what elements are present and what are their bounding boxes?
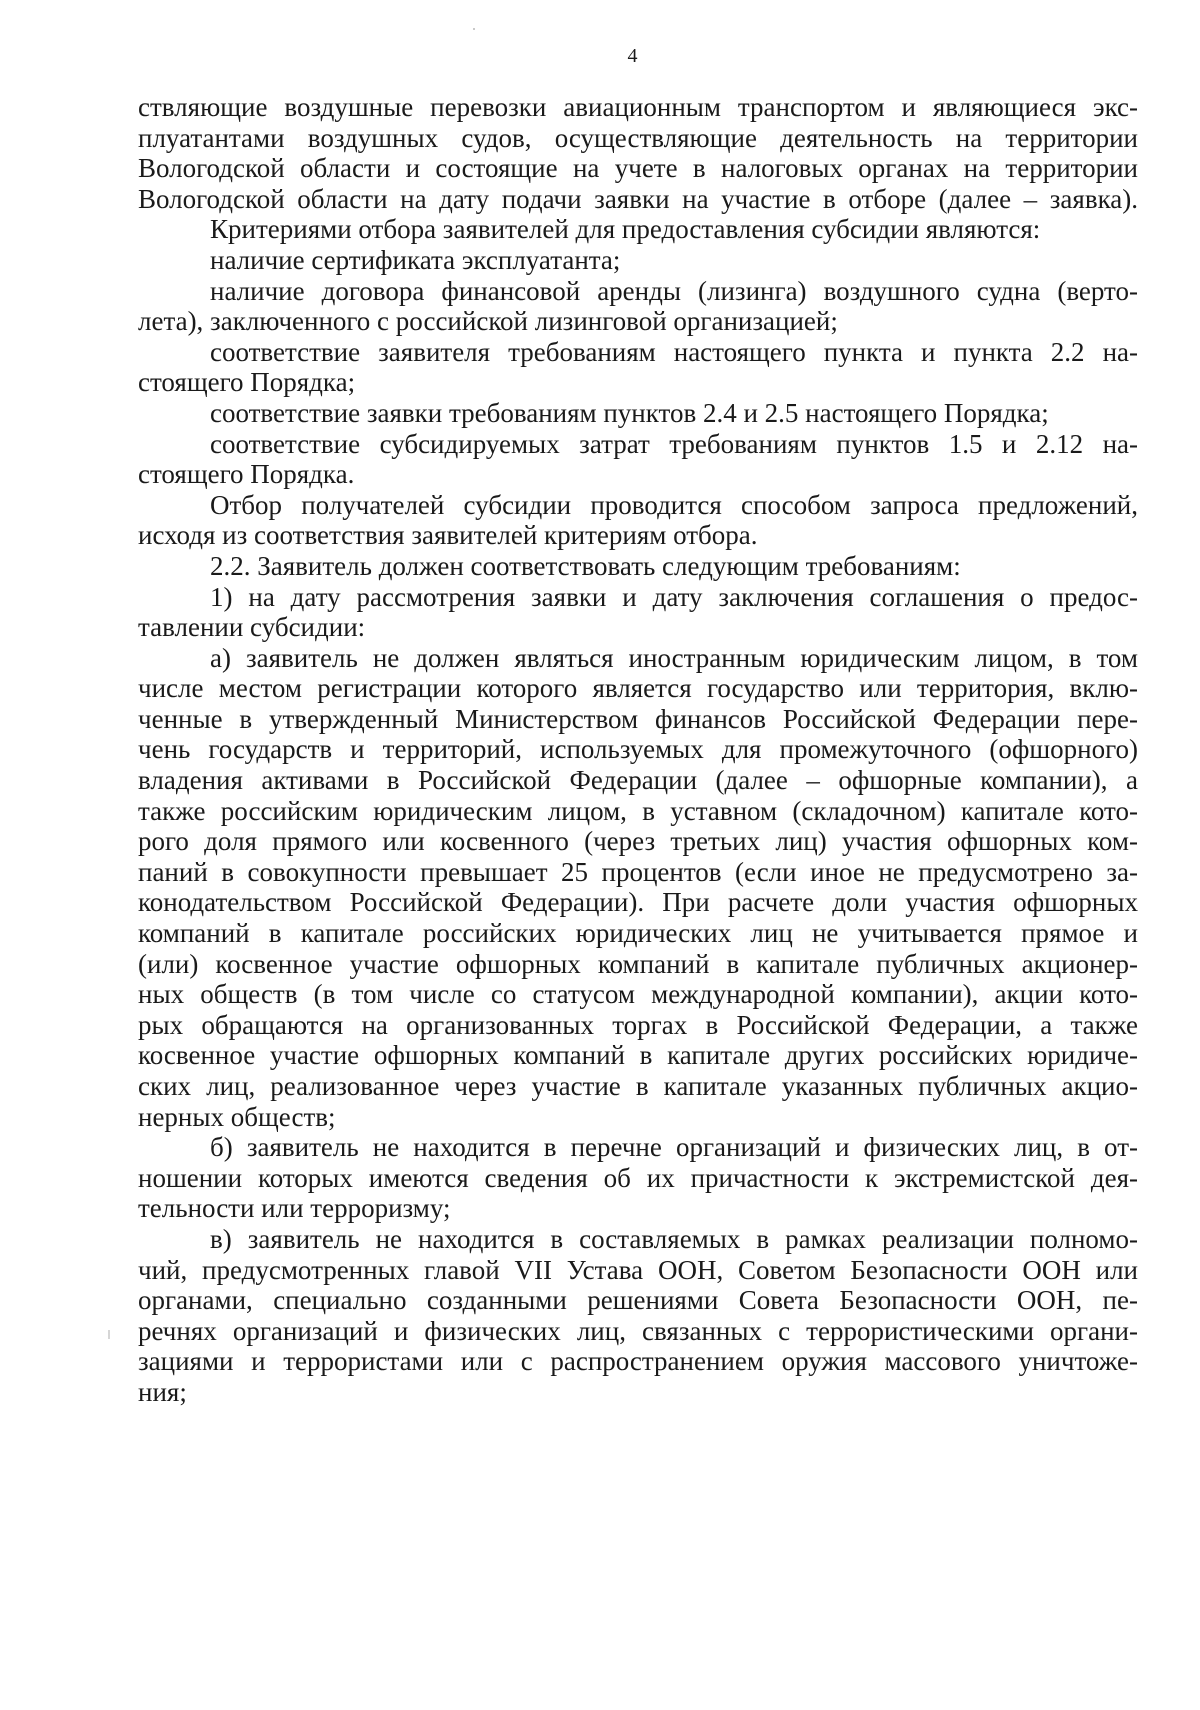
text-line: чий, предусмотренных главой VII Устава ООН, Советом Безопасности ООН или — [138, 1254, 1138, 1285]
text-line: рого доля прямого или косвенного (через третьих лиц) участия офшорных ком- — [138, 826, 1138, 857]
text-line: косвенное участие офшорных компаний в капитале других российских юридиче- — [138, 1040, 1138, 1071]
text-line: (или) косвенное участие офшорных компаний в капитале публичных акционер- — [138, 948, 1138, 979]
text-line: соответствие субсидируемых затрат требованиям пунктов 1.5 и 2.12 на- — [210, 428, 1138, 459]
text-line: рых обращаются на организованных торгах в Российской Федерации, а также — [138, 1009, 1138, 1040]
text-line: зациями и террористами или с распространением оружия массового уничтоже- — [138, 1346, 1138, 1377]
text-line: конодательством Российской Федерации). При расчете доли участия офшорных — [138, 887, 1138, 918]
text-line: а) заявитель не должен являться иностранным юридическим лицом, в том — [210, 642, 1138, 673]
text-line: соответствие заявителя требованиям настоящего пункта и пункта 2.2 на- — [210, 336, 1138, 367]
text-line: Вологодской области и состоящие на учете в налоговых органах на территории — [138, 153, 1138, 184]
text-line: стоящего Порядка. — [138, 459, 355, 490]
text-line: также российским юридическим лицом, в уставном (складочном) капитале кото- — [138, 795, 1138, 826]
text-line: наличие сертификата эксплуатанта; — [210, 244, 621, 275]
text-line: Критериями отбора заявителей для предоставления субсидии являются: — [210, 214, 1041, 245]
scan-dot — [108, 1330, 110, 1339]
text-line: ния; — [138, 1376, 187, 1407]
text-line: Вологодской области на дату подачи заявки на участие в отборе (далее – заявка). — [138, 183, 1138, 214]
text-line: ношении которых имеются сведения об их причастности к экстремистской дея- — [138, 1162, 1138, 1193]
text-line: ствляющие воздушные перевозки авиационным транспортом и являющиеся экс- — [138, 92, 1138, 122]
text-line: чень государств и территорий, используемых для промежуточного (офшорного) — [138, 734, 1138, 765]
text-line: б) заявитель не находится в перечне организаций и физических лиц, в от- — [210, 1132, 1138, 1163]
text-line: ных обществ (в том числе со статусом международной компании), акции кото- — [138, 979, 1138, 1010]
text-line: тавлении субсидии: — [138, 612, 366, 643]
text-line: нерных обществ; — [138, 1101, 336, 1132]
text-line: ченные в утвержденный Министерством финансов Российской Федерации пере- — [138, 703, 1138, 734]
text-line: Отбор получателей субсидии проводится способом запроса предложений, — [210, 489, 1138, 520]
text-line: плуатантами воздушных судов, осуществляющие деятельность на территории — [138, 122, 1138, 153]
text-line: ских лиц, реализованное через участие в капитале указанных публичных акцио- — [138, 1071, 1138, 1101]
text-line: паний в совокупности превышает 25 процентов (если иное не предусмотрено за- — [138, 856, 1138, 887]
text-line: 2.2. Заявитель должен соответствовать следующим требованиям: — [210, 550, 961, 581]
text-line: лета), заключенного с российской лизинговой организацией; — [138, 306, 838, 337]
document-body — [138, 92, 1138, 1408]
text-line: речнях организаций и физических лиц, связанных с террористическими органи- — [138, 1315, 1138, 1346]
text-line: в) заявитель не находится в составляемых в рамках реализации полномо- — [210, 1223, 1138, 1254]
text-line: 1) на дату рассмотрения заявки и дату заключения соглашения о предос- — [210, 581, 1138, 612]
text-line: тельности или терроризму; — [138, 1193, 451, 1224]
text-line: компаний в капитале российских юридических лиц не учитывается прямое и — [138, 918, 1138, 949]
page-number: 4 — [627, 45, 638, 67]
scan-dot — [473, 28, 475, 30]
text-line: стоящего Порядка; — [138, 367, 356, 398]
text-line: исходя из соответствия заявителей критериям отбора. — [138, 520, 758, 551]
text-line: наличие договора финансовой аренды (лизинга) воздушного судна (верто- — [210, 275, 1138, 306]
text-line: соответствие заявки требованиям пунктов 2.4 и 2.5 настоящего Порядка; — [210, 397, 1049, 428]
text-line: органами, специально созданными решениями Совета Безопасности ООН, пе- — [138, 1285, 1138, 1316]
text-line: владения активами в Российской Федерации (далее – офшорные компании), а — [138, 765, 1138, 796]
text-line: числе местом регистрации которого является государство или территория, вклю- — [138, 673, 1138, 704]
